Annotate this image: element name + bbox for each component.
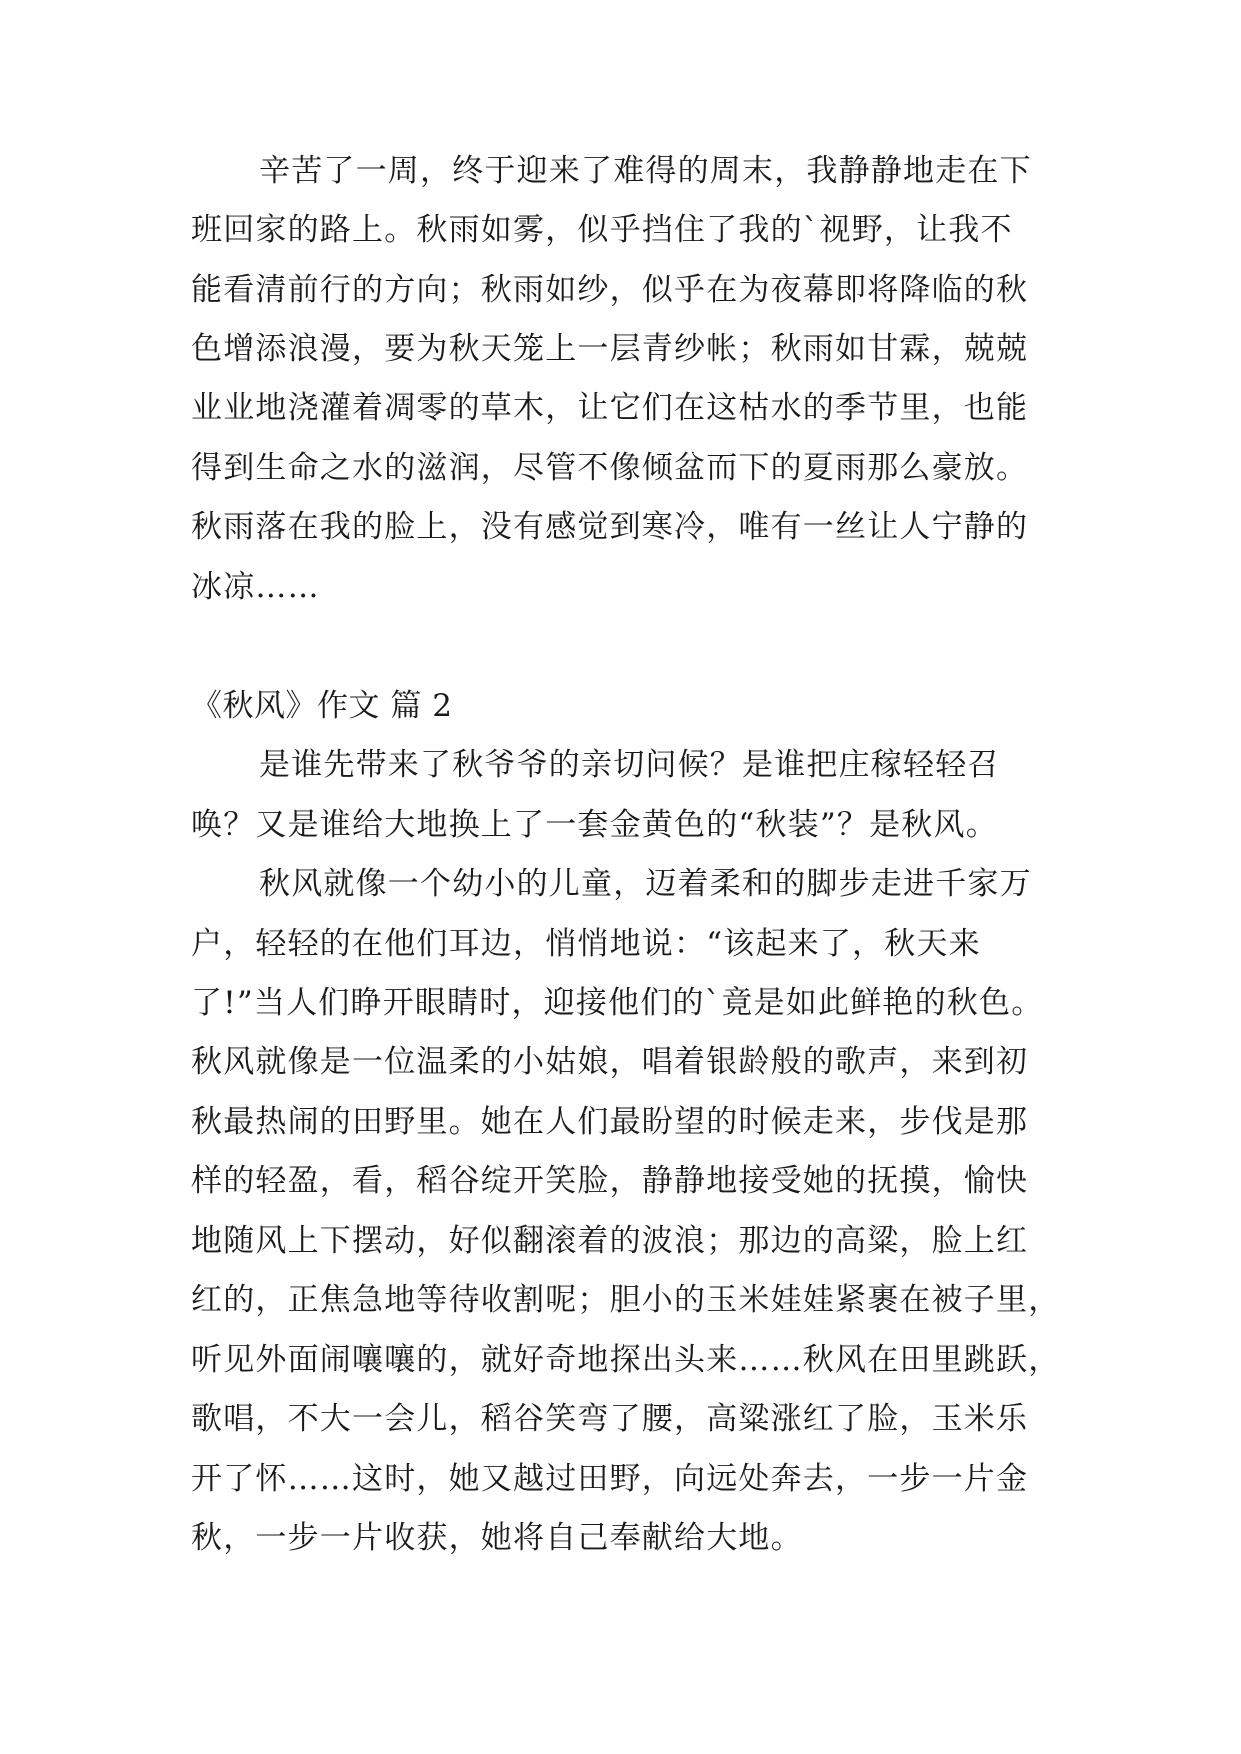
paragraph-3-line: 开了怀……这时，她又越过田野，向远处奔去，一步一片金 [191, 1461, 1029, 1497]
paragraph-1-line: 业业地浇灌着凋零的草木，让它们在这枯水的季节里，也能 [191, 390, 1029, 426]
paragraph-2-line: 是谁先带来了秋爷爷的亲切问候？是谁把庄稼轻轻召 [259, 747, 1000, 783]
paragraph-3-line: 歌唱，不大一会儿，稻谷笑弯了腰，高粱涨红了脸，玉米乐 [191, 1401, 1029, 1437]
paragraph-1-line: 能看清前行的方向；秋雨如纱，似乎在为夜幕即将降临的秋 [191, 272, 1029, 308]
paragraph-1-line: 辛苦了一周，终于迎来了难得的周末，我静静地走在下 [259, 153, 1032, 189]
paragraph-3-line: 秋风就像是一位温柔的小姑娘，唱着银龄般的歌声，来到初 [191, 1044, 1029, 1080]
paragraph-2-line: 唤？又是谁给大地换上了一套金黄色的“秋装”？是秋风。 [191, 807, 998, 843]
paragraph-1-line: 得到生命之水的滋润，尽管不像倾盆而下的夏雨那么豪放。 [191, 450, 1029, 486]
paragraph-3-line: 样的轻盈，看，稻谷绽开笑脸，静静地接受她的抚摸，愉快 [191, 1163, 1029, 1199]
paragraph-3-line: 秋风就像一个幼小的儿童，迈着柔和的脚步走进千家万 [259, 866, 1032, 902]
paragraph-3-line: 听见外面闹嚷嚷的，就好奇地探出头来……秋风在田里跳跃， [191, 1342, 1061, 1378]
paragraph-3-line: 地随风上下摆动，好似翻滚着的波浪；那边的高粱，脸上红 [191, 1223, 1029, 1259]
paragraph-1-line: 秋雨落在我的脸上，没有感觉到寒冷，唯有一丝让人宁静的 [191, 509, 1029, 545]
section-title: 《秋风》作文 篇 2 [191, 688, 453, 724]
paragraph-1-line: 冰凉…… [191, 569, 320, 605]
paragraph-3-line: 秋最热闹的田野里。她在人们最盼望的时候走来，步伐是那 [191, 1104, 1029, 1140]
paragraph-1-line: 色增添浪漫，要为秋天笼上一层青纱帐；秋雨如甘霖，兢兢 [191, 331, 1029, 367]
paragraph-3-line: 红的，正焦急地等待收割呢；胆小的玉米娃娃紧裹在被子里， [191, 1282, 1061, 1318]
paragraph-3-line: 秋，一步一片收获，她将自己奉献给大地。 [191, 1520, 803, 1556]
paragraph-3-line: 户，轻轻的在他们耳边，悄悄地说：“该起来了，秋天来 [191, 926, 981, 962]
paragraph-3-line: 了!”当人们睁开眼睛时，迎接他们的`竟是如此鲜艳的秋色。 [191, 985, 1044, 1021]
paragraph-1-line: 班回家的路上。秋雨如雾，似乎挡住了我的`视野，让我不 [191, 212, 1013, 248]
